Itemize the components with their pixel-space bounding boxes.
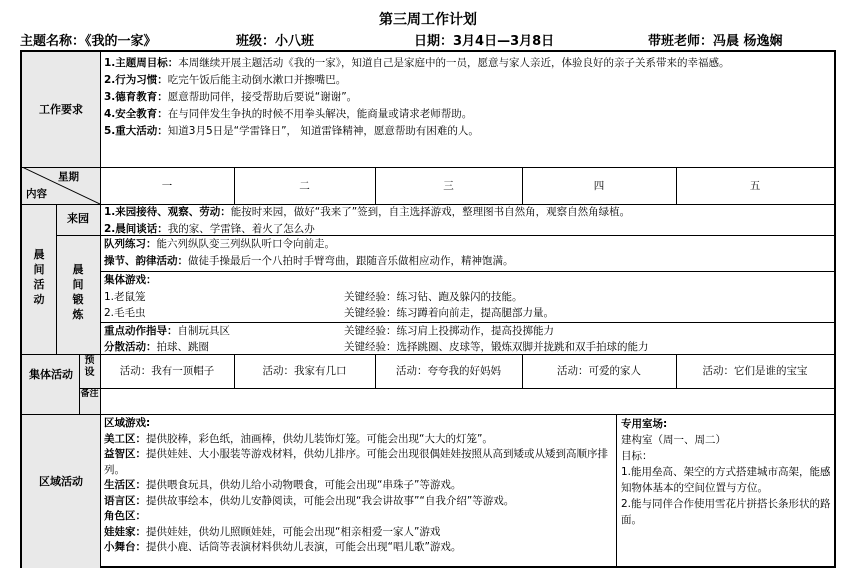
- area-item: 益智区：提供娃娃、大小服装等游戏材料，供幼儿排序。可能会出现很偶娃娃按照从高到矮或从矮到高顺序排列。: [104, 448, 608, 476]
- day-tue: 二: [299, 180, 310, 192]
- area-item: 角色区：: [104, 510, 146, 522]
- collective-activity-thu: 活动：可爱的家人: [557, 365, 641, 377]
- group-activity-row: 分散活动：拍球、跳圈: [104, 341, 209, 353]
- class-name: 班级：小八班: [236, 34, 315, 49]
- requirement-item: 2.行为习惯：吃完午饭后能主动倒水漱口并擦嘴巴。: [104, 74, 347, 86]
- note-label: 备注: [80, 389, 99, 399]
- requirements-header: 工作要求: [39, 103, 83, 116]
- game-name: 2.毛毛虫: [104, 307, 146, 319]
- document-title: 第三周工作计划: [379, 12, 477, 28]
- key-action-experience: 关键经验：练习肩上投掷动作，提高投掷能力: [344, 325, 554, 337]
- theme-name: 主题名称：《我的一家》: [20, 34, 157, 49]
- requirement-item: 5.重大活动：知道3月5日是“学雷锋日”， 知道雷锋精神，愿意帮助有困难的人。: [104, 125, 479, 137]
- group-games-label: 集体游戏：: [104, 274, 157, 286]
- collective-activity-tue: 活动：我家有几口: [262, 365, 347, 377]
- special-room: [621, 416, 831, 528]
- requirement-item: 3.德育教育：愿意帮助同伴，接受帮助后要说“谢谢”。: [104, 91, 358, 103]
- special-room-name: 建构室（周一、周二）: [621, 434, 726, 446]
- date-range: 日期：3月4日—3月8日: [414, 34, 555, 49]
- area-item: 娃娃家：提供娃娃，供幼儿照顾娃娃，可能会出现“相亲相爱一家人”游戏: [104, 525, 441, 538]
- area-item: 语言区：提供故事绘本，供幼儿安静阅读，可能会出现“我会讲故事”“自我介绍”等游戏。: [104, 494, 515, 507]
- gym-item: 操节、韵律活动：做徒手操最后一个八拍时手臂弯曲，跟随音乐做相应动作，精神饱满。: [104, 255, 514, 267]
- arrival-item: 2.晨间谈话：我的家、学雷锋、着火了怎么办: [104, 223, 315, 235]
- key-action-row: 重点动作指导：自制玩具区: [104, 325, 230, 337]
- collective-header: 集体活动: [29, 368, 73, 381]
- morning-header: 晨间活动: [33, 248, 45, 306]
- arrival-item: 1.来园接待、观察、劳动：能按时来园，做好“我来了”签到，自主选择游戏，整理图书自然角，观察自然角绿植。: [104, 206, 631, 218]
- area-item: 小舞台：提供小鹿、话筒等表演材料供幼儿表演，可能会出现“唱儿歌”游戏。: [104, 541, 462, 553]
- area-item: 美工区：提供胶棒，彩色纸，油画棒，供幼儿装饰灯笼。可能会出现“大大的灯笼”。: [104, 432, 493, 445]
- game-name: 1.老鼠笼: [104, 291, 146, 303]
- game-experience: 关键经验：练习蹲着向前走，提高腿部力量。: [344, 307, 554, 319]
- corner-content-label: 内容: [26, 188, 47, 200]
- goal-label: 目标：: [621, 450, 653, 462]
- group-activity-experience: 关键经验：选择跳圈、皮球等，锻炼双脚并拢跳和双手拍球的能力: [344, 341, 649, 353]
- requirement-item: 4.安全教育：在与同伴发生争执的时候不用拳头解决，能商量或请求老师帮助。: [104, 108, 473, 120]
- area-games-title: 区域游戏:: [104, 417, 151, 429]
- arrival-content: [104, 204, 830, 238]
- area-games: [104, 416, 612, 556]
- goal-item: 2.能与同伴合作使用雪花片拼搭长条形状的路面。: [621, 498, 831, 526]
- teacher-names: 带班老师：冯晨 杨逸娴: [648, 34, 783, 49]
- exercise-header: 晨间锻炼: [72, 263, 84, 321]
- game-experience: 关键经验：练习钻、跑及躲闪的技能。: [344, 291, 523, 303]
- drill-item: 队列练习：能六列纵队变三列纵队听口令向前走。: [104, 238, 335, 250]
- arrival-header: 来园: [67, 212, 89, 225]
- preset-label: 预设: [84, 355, 95, 378]
- special-room-title: 专用室场:: [621, 418, 668, 430]
- plan-table: [20, 50, 836, 568]
- day-fri: 五: [749, 180, 761, 192]
- day-mon: 一: [161, 180, 173, 192]
- goal-item: 1.能用垒高、架空的方式搭建城市高架，能感知物体基本的空间位置与方位。: [621, 466, 831, 494]
- area-item: 生活区：提供喂食玩具，供幼儿给小动物喂食，可能会出现“串珠子”等游戏。: [104, 479, 462, 491]
- requirement-item: 1.主题周目标：本周继续开展主题活动《我的一家》，知道自己是家庭中的一员，愿意与家人亲近，体验良好的亲子关系带来的幸福感。: [104, 57, 730, 69]
- collective-activity-mon: 活动：我有一顶帽子: [119, 365, 215, 377]
- day-wed: 三: [443, 180, 454, 192]
- collective-activity-fri: 活动：它们是谁的宝宝: [702, 365, 808, 377]
- drill-content: [104, 236, 830, 270]
- requirements-list: [104, 55, 830, 140]
- collective-activity-wed: 活动：夸夸我的好妈妈: [396, 365, 501, 377]
- day-thu: 四: [593, 180, 605, 192]
- area-header: 区域活动: [39, 475, 83, 488]
- corner-weekday-label: 星期: [58, 171, 79, 183]
